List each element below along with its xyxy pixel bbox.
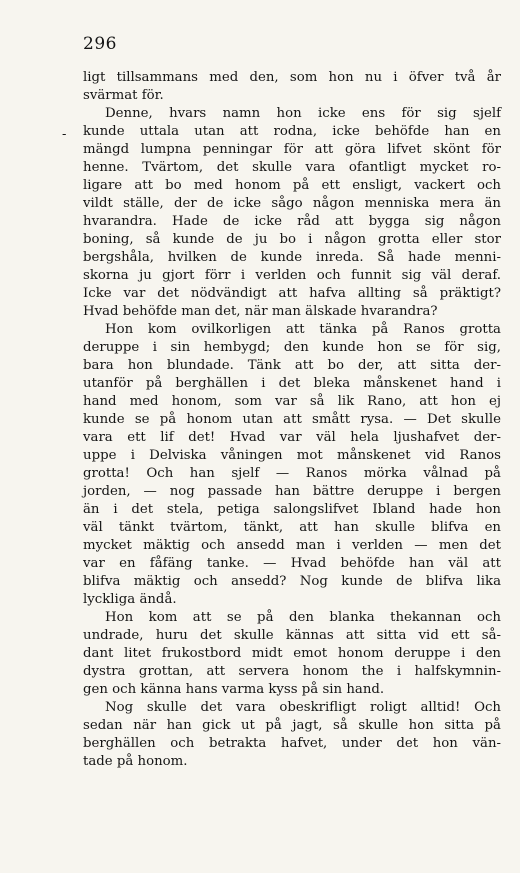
text-line: Hon kom ovilkorligen att tänka på Ranos grotta — [105, 322, 501, 337]
page-number: 296 — [83, 34, 117, 54]
text-line: sedan när han gick ut på jagt, så skulle hon sitta på — [83, 718, 501, 733]
text-line: blifva mäktig och ansedd? Nog kunde de blifva lika — [83, 574, 501, 589]
text-line: bara hon blundade. Tänk att bo der, att sitta der- — [83, 358, 501, 373]
text-line: ligt tillsammans med den, som hon nu i öfver två år — [83, 70, 501, 85]
text-line: mycket mäktig och ansedd man i verlden — men det — [83, 538, 501, 553]
text-line: Hvad behöfde man det, när man älskade hvarandra? — [83, 304, 438, 319]
text-line: tade på honom. — [83, 754, 188, 769]
text-line: undrade, huru det skulle kännas att sitta vid ett så- — [83, 628, 501, 643]
text-line: dant litet frukostbord midt emot honom deruppe i den — [83, 646, 501, 661]
text-line: uppe i Delviska våningen mot månskenet vid Ranos — [83, 448, 501, 463]
text-line: jorden, — nog passade han bättre deruppe i bergen — [83, 484, 501, 499]
text-line: mängd lumpna penningar för att göra lifvet skönt för — [83, 142, 501, 157]
text-line: kunde se på honom utan att smått rysa. — Det skulle — [83, 412, 501, 427]
text-line: Denne, hvars namn hon icke ens för sig sjelf — [105, 106, 501, 121]
text-line: Icke var det nödvändigt att hafva allting så präktigt? — [83, 286, 501, 301]
text-line: Hon kom att se på den blanka thekannan och — [105, 610, 501, 625]
text-line: kunde uttala utan att rodna, icke behöfde han en — [83, 124, 501, 139]
text-line: henne. Tvärtom, det skulle vara ofantligt mycket ro- — [83, 160, 501, 175]
text-line: var en fåfäng tanke. — Hvad behöfde han väl att — [83, 556, 501, 571]
text-line: lyckliga ändå. — [83, 592, 177, 607]
text-line: ligare att bo med honom på ett ensligt, vackert och — [83, 178, 501, 193]
body-text — [83, 69, 501, 771]
text-line: än i det stela, petiga salongslifvet Ibland hade hon — [83, 502, 501, 517]
margin-mark: - — [62, 127, 67, 142]
text-line: Nog skulle det vara obeskrifligt roligt alltid! Och — [105, 700, 501, 715]
text-line: utanför på berghällen i det bleka månskenet hand i — [83, 376, 501, 391]
text-line: skorna ju gjort förr i verlden och funnit sig väl deraf. — [83, 268, 501, 283]
text-line: svärmat för. — [83, 88, 164, 103]
text-line: boning, så kunde de ju bo i någon grotta eller stor — [83, 232, 501, 247]
text-line: gen och känna hans varma kyss på sin hand. — [83, 682, 385, 697]
text-line: bergshåla, hvilken de kunde inreda. Så hade menni- — [83, 250, 501, 265]
text-line: hvarandra. Hade de icke råd att bygga sig någon — [83, 214, 501, 229]
text-line: dystra grottan, att servera honom the i halfskymnin- — [83, 664, 501, 679]
text-line: vara ett lif det! Hvad var väl hela ljushafvet der- — [83, 430, 501, 445]
text-line: väl tänkt tvärtom, tänkt, att han skulle blifva en — [83, 520, 501, 535]
text-line: deruppe i sin hembygd; den kunde hon se för sig, — [83, 340, 501, 355]
text-line: vildt ställe, der de icke sågo någon menniska mera än — [83, 196, 501, 211]
text-line: hand med honom, som var så lik Rano, att hon ej — [83, 394, 501, 409]
text-line: berghällen och betrakta hafvet, under det hon vän- — [83, 736, 501, 751]
text-line: grotta! Och han sjelf — Ranos mörka vålnad på — [83, 466, 501, 481]
